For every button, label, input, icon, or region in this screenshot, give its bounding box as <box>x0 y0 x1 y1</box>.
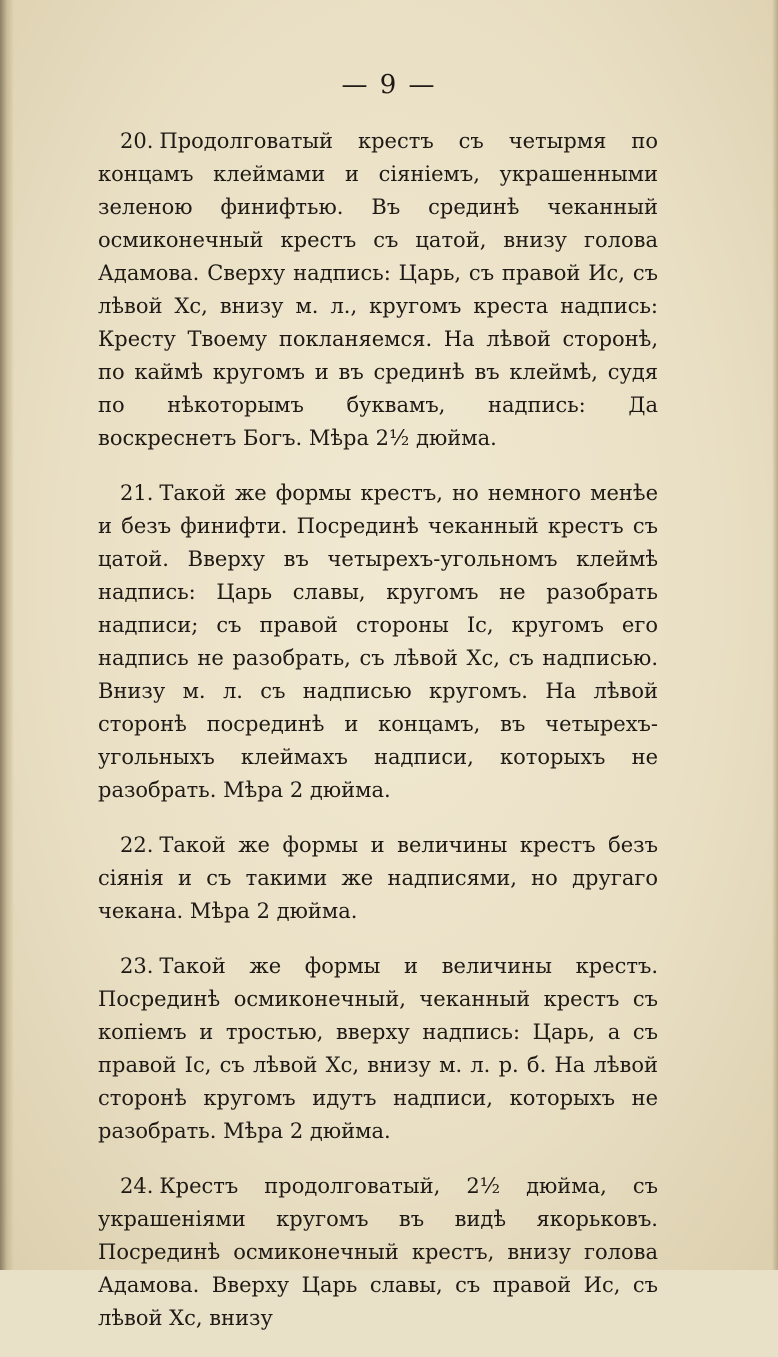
paragraph-24 <box>98 1170 658 1335</box>
paragraph-number: 20. <box>120 129 154 153</box>
paragraph-number: 22. <box>120 833 154 857</box>
page-right-edge <box>772 0 778 1270</box>
paragraph-number: 24. <box>120 1174 154 1198</box>
paragraph-text: Такой же формы и величины крестъ. Посрединѣ осмиконечный, чеканный крестъ съ копіемъ и тростью, вверху надпись: Царь, а съ правой Іс, съ лѣвой Хс, внизу м. л. р. б. На лѣвой сторонѣ кругомъ идутъ надписи, которыхъ не разобрать. Мѣра 2 дюйма. <box>98 954 658 1143</box>
page-left-edge <box>0 0 14 1270</box>
paragraph-21 <box>98 477 658 807</box>
paragraph-22 <box>98 829 658 928</box>
paragraph-20 <box>98 125 658 455</box>
paragraph-number: 23. <box>120 954 154 978</box>
paragraph-text: Такой же формы и величины крестъ безъ сіянія и съ такими же надписями, но другаго чекана. Мѣра 2 дюйма. <box>98 833 658 923</box>
paragraph-23 <box>98 950 658 1148</box>
paragraph-text: Продолговатый крестъ съ четырмя по концамъ клеймами и сіяніемъ, украшенными зеленою финифтью. Въ срединѣ чеканный осмиконечный крестъ съ цатой, внизу голова Адамова. Сверху надпись: Царь, съ правой Ис, съ лѣвой Хс, внизу м. л., кругомъ креста надпись: Кресту Твоему покланяемся. На лѣвой сторонѣ, по каймѣ кругомъ и въ срединѣ въ клеймѣ, судя по нѣкоторымъ буквамъ, надпись: Да воскреснетъ Богъ. Мѣра 2½ дюйма. <box>98 129 658 450</box>
page-number: — 9 — <box>341 70 437 100</box>
paragraph-text: Крестъ продолговатый, 2½ дюйма, съ украшеніями кругомъ въ видѣ якорьковъ. Посрединѣ осмиконечный крестъ, внизу голова Адамова. Вверху Царь славы, съ правой Ис, съ лѣвой Хс, внизу <box>98 1174 658 1330</box>
text-block <box>98 125 658 1357</box>
paragraph-text: Такой же формы крестъ, но немного менѣе и безъ финифти. Посрединѣ чеканный крестъ съ цатой. Вверху въ четырехъ-угольномъ клеймѣ надпись: Царь славы, кругомъ не разобрать надписи; съ правой стороны Іс, кругомъ его надпись не разобрать, съ лѣвой Хс, съ надписью. Внизу м. л. съ надписью кругомъ. На лѣвой сторонѣ посрединѣ и концамъ, въ четырехъ-угольныхъ клеймахъ надписи, которыхъ не разобрать. Мѣра 2 дюйма. <box>98 481 658 802</box>
paragraph-number: 21. <box>120 481 154 505</box>
